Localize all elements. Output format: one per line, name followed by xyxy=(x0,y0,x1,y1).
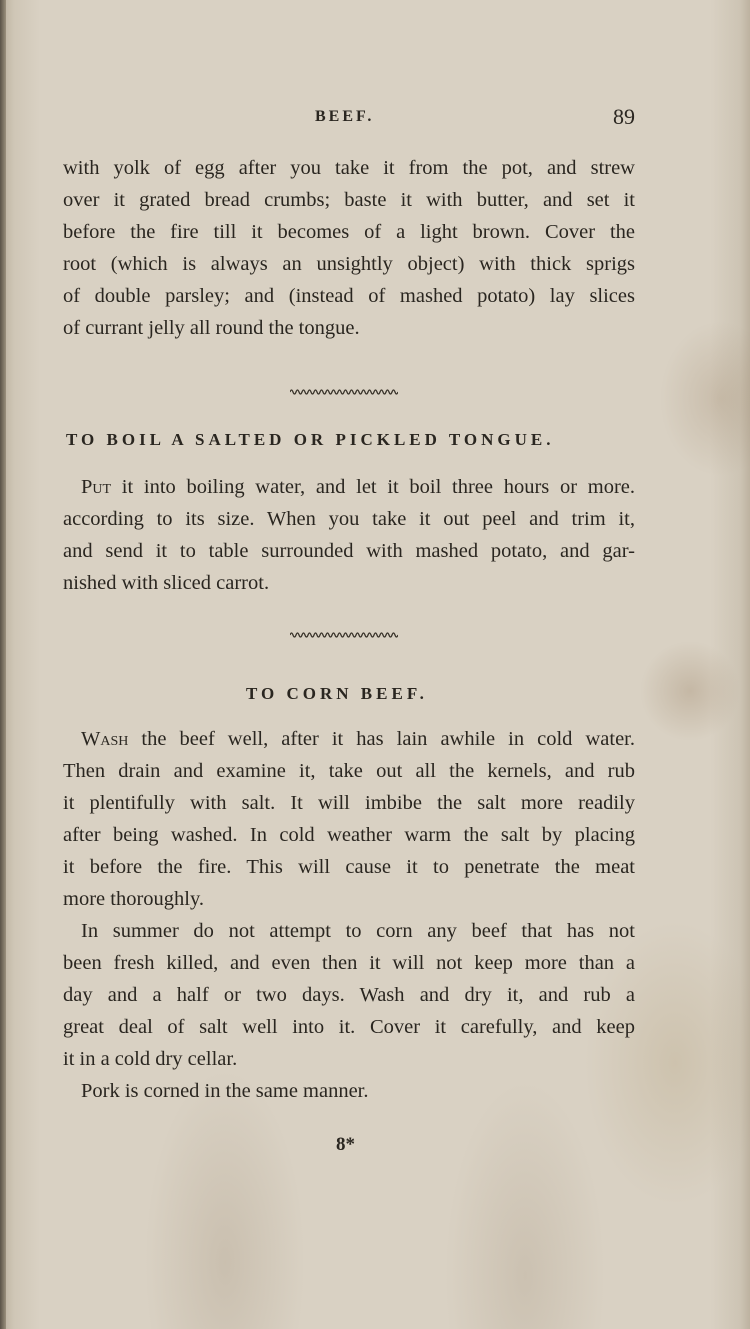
running-head xyxy=(60,104,635,134)
text-line: it plentifully with salt. It will imbibe the salt more readily xyxy=(63,792,635,814)
text-line: Then drain and examine it, take out all the kernels, and rub xyxy=(63,760,635,782)
running-head-title: BEEF. xyxy=(315,108,375,125)
corn-beef-paragraph-3 xyxy=(63,1075,635,1107)
text-line: of currant jelly all round the tongue. xyxy=(63,317,360,339)
page-number: 89 xyxy=(613,104,635,129)
text-line: over it grated bread crumbs; baste it with butter, and set it xyxy=(63,189,635,211)
section-heading-tongue: TO BOIL A SALTED OR PICKLED TONGUE. xyxy=(66,430,555,449)
text-line: after being washed. In cold weather warm the salt by placing xyxy=(63,824,635,846)
section-heading-corn-beef: TO CORN BEEF. xyxy=(246,684,428,703)
text-line: according to its size. When you take it out peel and trim it, xyxy=(63,508,635,530)
text-line: it in a cold dry cellar. xyxy=(63,1048,238,1070)
tongue-paragraph xyxy=(63,471,635,599)
section-divider-ornament xyxy=(290,388,398,396)
text-line: it before the fire. This will cause it to penetrate the meat xyxy=(63,856,635,878)
text-line: with yolk of egg after you take it from the pot, and strew xyxy=(63,157,635,179)
text-line: of double parsley; and (instead of mashed potato) lay slices xyxy=(63,285,635,307)
corn-beef-paragraph-1 xyxy=(63,723,635,915)
drop-word: Put xyxy=(81,476,112,498)
continued-paragraph xyxy=(63,152,635,344)
text-line xyxy=(63,471,635,503)
text-line: more thoroughly. xyxy=(63,888,205,910)
text-line: day and a half or two days. Wash and dry it, and rub a xyxy=(63,984,635,1006)
text-line: and send it to table surrounded with mashed potato, and gar- xyxy=(63,540,635,562)
text-line: great deal of salt well into it. Cover it carefully, and keep xyxy=(63,1016,635,1038)
text-line xyxy=(63,723,635,755)
text-line: In summer do not attempt to corn any beef that has not xyxy=(81,920,635,942)
text-line-rest: the beef well, after it has lain awhile in cold water. xyxy=(128,728,635,750)
signature-mark: 8* xyxy=(336,1134,355,1155)
section-divider-ornament xyxy=(290,631,398,639)
text-line: root (which is always an unsightly object) with thick sprigs xyxy=(63,253,635,275)
binding-edge xyxy=(0,0,6,1329)
text-line-rest: it into boiling water, and let it boil three hours or more. xyxy=(111,476,635,498)
corn-beef-paragraph-2 xyxy=(63,915,635,1075)
text-line: been fresh killed, and even then it will not keep more than a xyxy=(63,952,635,974)
drop-word: Wash xyxy=(81,728,129,750)
text-line: before the fire till it becomes of a light brown. Cover the xyxy=(63,221,635,243)
text-line: nished with sliced carrot. xyxy=(63,572,270,594)
text-line: Pork is corned in the same manner. xyxy=(81,1080,369,1102)
